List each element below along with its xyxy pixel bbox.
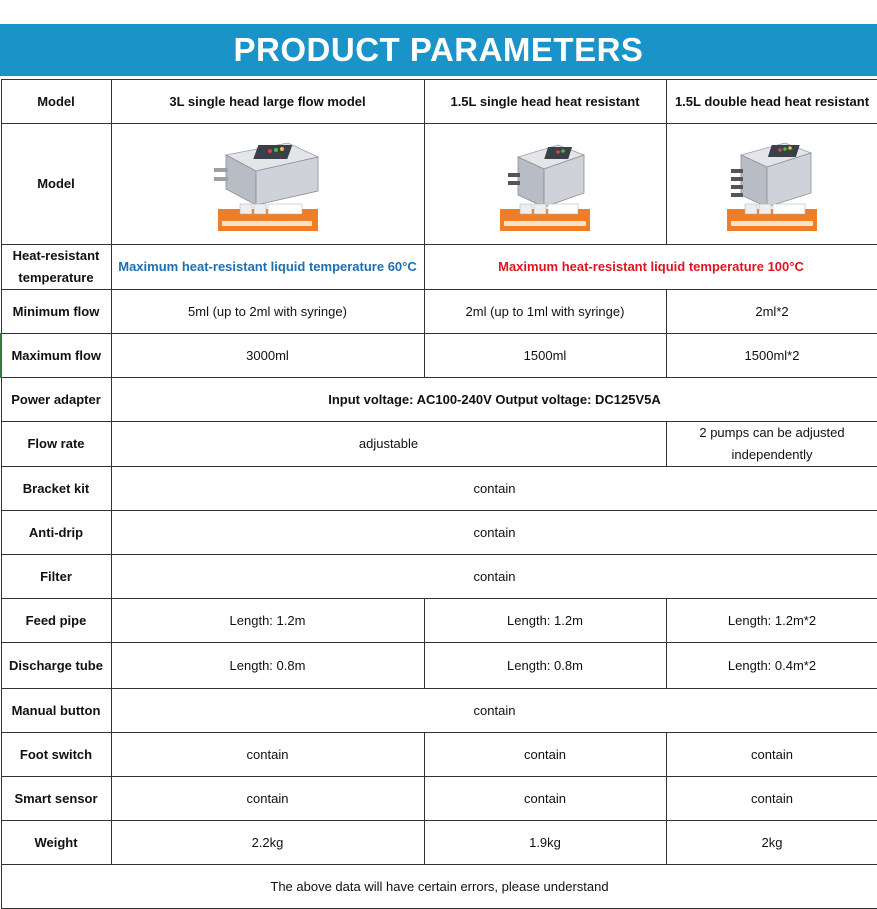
- manual-button-value: contain: [111, 689, 877, 733]
- table-row-weight: [1, 821, 877, 865]
- weight-col1: 2.2kg: [111, 821, 424, 865]
- product-parameters-table: [0, 79, 877, 909]
- product-image-cell-3: [666, 124, 877, 245]
- product-photo-3l-single-head: [212, 135, 324, 233]
- discharge-col3: Length: 0.4m*2: [666, 643, 877, 689]
- row-label-model: Model: [1, 80, 111, 124]
- row-label-smart-sensor: Smart sensor: [1, 777, 111, 821]
- row-label-flow-rate: Flow rate: [1, 422, 111, 467]
- discharge-col2: Length: 0.8m: [424, 643, 666, 689]
- table-row-footer-note: [1, 865, 877, 909]
- row-label-bracket-kit: Bracket kit: [1, 467, 111, 511]
- power-adapter-value: Input voltage: AC100-240V Output voltage: DC125V5A: [111, 378, 877, 422]
- row-label-foot-switch: Foot switch: [1, 733, 111, 777]
- max-flow-col3: 1500ml*2: [666, 334, 877, 378]
- product-image-cell-1: [111, 124, 424, 245]
- table-row-heat-resistant: [1, 245, 877, 290]
- table-row-minimum-flow: [1, 290, 877, 334]
- table-row-power-adapter: [1, 378, 877, 422]
- filter-value: contain: [111, 555, 877, 599]
- row-label-feed-pipe: Feed pipe: [1, 599, 111, 643]
- row-label-manual-button: Manual button: [1, 689, 111, 733]
- heat-value-100c: Maximum heat-resistant liquid temperature 100°C: [424, 245, 877, 290]
- table-row-smart-sensor: [1, 777, 877, 821]
- min-flow-col2: 2ml (up to 1ml with syringe): [424, 290, 666, 334]
- row-label-model-image: Model: [1, 124, 111, 245]
- product-photo-1-5l-double-head: [723, 135, 821, 233]
- max-flow-col1: 3000ml: [111, 334, 424, 378]
- table-row-header: [1, 80, 877, 124]
- smart-sensor-col1: contain: [111, 777, 424, 821]
- product-image-cell-2: [424, 124, 666, 245]
- footer-note: The above data will have certain errors, please understand: [1, 865, 877, 909]
- table-row-feed-pipe: [1, 599, 877, 643]
- table-row-bracket-kit: [1, 467, 877, 511]
- anti-drip-value: contain: [111, 511, 877, 555]
- min-flow-col1: 5ml (up to 2ml with syringe): [111, 290, 424, 334]
- table-row-product-images: [1, 124, 877, 245]
- row-label-maximum-flow: Maximum flow: [1, 334, 111, 378]
- max-flow-col2: 1500ml: [424, 334, 666, 378]
- column-header-3l-single: 3L single head large flow model: [111, 80, 424, 124]
- row-label-power-adapter: Power adapter: [1, 378, 111, 422]
- flow-rate-value: adjustable: [111, 422, 666, 467]
- foot-switch-col1: contain: [111, 733, 424, 777]
- feed-pipe-col2: Length: 1.2m: [424, 599, 666, 643]
- product-photo-1-5l-single-head: [496, 135, 594, 233]
- table-row-maximum-flow: [1, 334, 877, 378]
- flow-rate-double-note: 2 pumps can be adjusted independently: [666, 422, 877, 467]
- row-label-minimum-flow: Minimum flow: [1, 290, 111, 334]
- row-label-filter: Filter: [1, 555, 111, 599]
- weight-col2: 1.9kg: [424, 821, 666, 865]
- table-row-anti-drip: [1, 511, 877, 555]
- row-label-weight: Weight: [1, 821, 111, 865]
- row-label-heat-resistant: Heat-resistant temperature: [1, 245, 111, 290]
- table-row-manual-button: [1, 689, 877, 733]
- foot-switch-col2: contain: [424, 733, 666, 777]
- table-row-flow-rate: [1, 422, 877, 467]
- column-header-1-5l-double: 1.5L double head heat resistant: [666, 80, 877, 124]
- row-label-discharge-tube: Discharge tube: [1, 643, 111, 689]
- foot-switch-col3: contain: [666, 733, 877, 777]
- bracket-kit-value: contain: [111, 467, 877, 511]
- row-label-anti-drip: Anti-drip: [1, 511, 111, 555]
- smart-sensor-col2: contain: [424, 777, 666, 821]
- table-row-filter: [1, 555, 877, 599]
- discharge-col1: Length: 0.8m: [111, 643, 424, 689]
- heat-value-60c: Maximum heat-resistant liquid temperature 60°C: [111, 245, 424, 290]
- smart-sensor-col3: contain: [666, 777, 877, 821]
- feed-pipe-col3: Length: 1.2m*2: [666, 599, 877, 643]
- min-flow-col3: 2ml*2: [666, 290, 877, 334]
- table-row-foot-switch: [1, 733, 877, 777]
- page-title: PRODUCT PARAMETERS: [0, 24, 877, 76]
- feed-pipe-col1: Length: 1.2m: [111, 599, 424, 643]
- column-header-1-5l-single: 1.5L single head heat resistant: [424, 80, 666, 124]
- table-row-discharge-tube: [1, 643, 877, 689]
- weight-col3: 2kg: [666, 821, 877, 865]
